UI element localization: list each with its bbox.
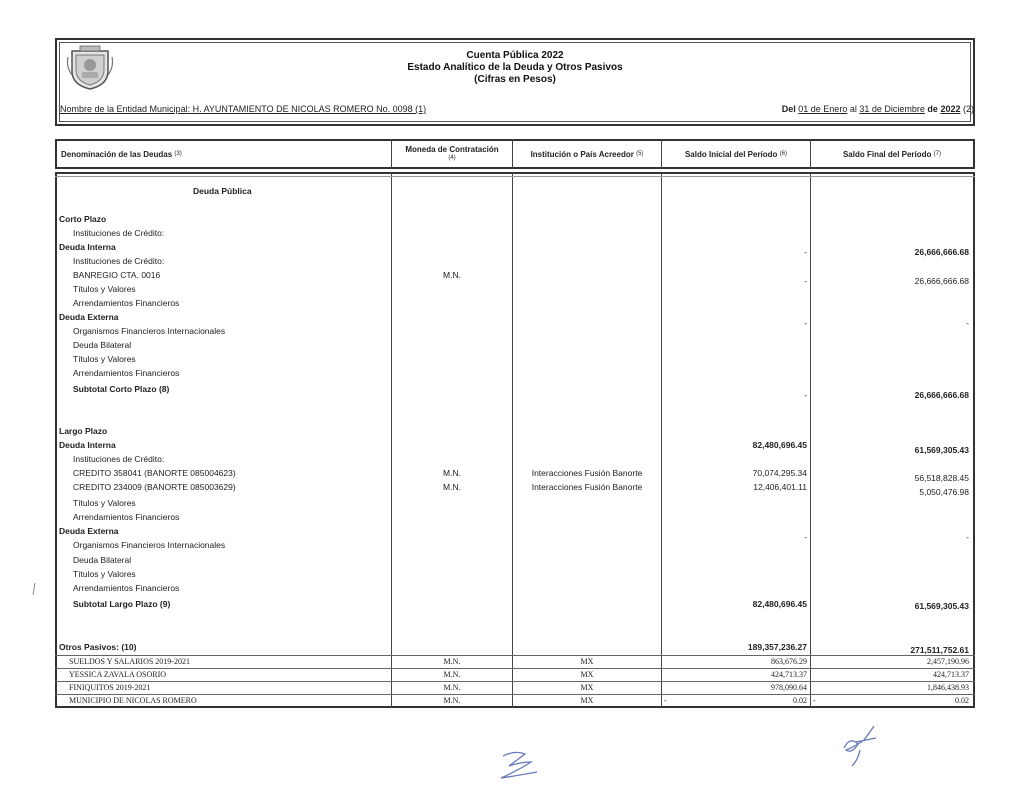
row-denominacion: SUELDOS Y SALARIOS 2019-2021 (69, 657, 190, 666)
row-denominacion: YESSICA ZAVALA OSORIO (69, 670, 167, 679)
row-denominacion: Deuda Interna (59, 440, 116, 450)
table-row (55, 184, 975, 198)
row-saldo-inicial: 424,713.37 (771, 670, 807, 679)
row-institucion: MX (580, 683, 594, 692)
row-saldo-inicial: - (804, 318, 807, 328)
row-saldo-final: 56,518,828.45 (914, 473, 969, 483)
col-ref: (3) (174, 150, 182, 157)
row-dash: - (664, 696, 667, 705)
col-ref: (4) (448, 155, 456, 161)
col-ref: (7) (933, 150, 942, 157)
row-denominacion: Deuda Externa (59, 526, 119, 536)
row-moneda: M.N. (443, 270, 461, 280)
row-denominacion: Corto Plazo (59, 214, 107, 224)
row-denominacion: Otros Pasivos: (10) (59, 642, 137, 652)
period-del: Del (781, 104, 796, 114)
row-denominacion: Títulos y Valores (73, 284, 136, 294)
table-row (55, 694, 975, 708)
entity-ref: (1) (415, 104, 427, 114)
period-de: de (927, 104, 938, 114)
table-row (55, 553, 975, 567)
col-header-institucion-label: Institución o País Acreedor (530, 149, 634, 159)
row-denominacion: Títulos y Valores (73, 354, 136, 364)
row-saldo-inicial: 12,406,401.11 (753, 482, 807, 492)
row-denominacion: Arrendamientos Financieros (73, 368, 180, 378)
table-row (55, 338, 975, 352)
row-saldo-final: 61,569,305.43 (914, 601, 969, 611)
row-denominacion: CREDITO 234009 (BANORTE 085003629) (73, 482, 236, 492)
table-row (55, 668, 975, 682)
row-institucion: MX (580, 696, 594, 705)
row-denominacion: Deuda Externa (59, 312, 119, 322)
row-saldo-inicial: 82,480,696.45 (752, 599, 807, 609)
row-denominacion: Deuda Interna (59, 242, 116, 252)
entity-line (60, 104, 426, 114)
margin-mark-icon (30, 582, 38, 596)
table-row (55, 254, 975, 268)
row-institucion: Interacciones Fusión Banorte (531, 482, 643, 492)
col-header-saldo-inicial-label: Saldo Inicial del Período (684, 149, 778, 159)
row-saldo-final: 5,050,476.98 (919, 487, 969, 497)
row-denominacion: Subtotal Largo Plazo (9) (73, 599, 171, 609)
report-title: Cuenta Pública 2022 (466, 50, 564, 61)
row-saldo-final: 2,457,190.96 (927, 657, 969, 666)
row-denominacion: Títulos y Valores (73, 569, 136, 579)
col-header-saldo-final-label: Saldo Final del Período (842, 149, 932, 159)
row-saldo-final: 61,569,305.43 (914, 445, 969, 455)
row-denominacion: Instituciones de Crédito: (73, 256, 165, 266)
row-saldo-final: - (966, 532, 969, 542)
row-institucion: MX (580, 657, 594, 666)
entity-label: Nombre de la Entidad Municipal: (60, 104, 191, 114)
section-title: Deuda Pública (193, 186, 252, 196)
row-saldo-inicial: - (804, 390, 807, 400)
row-saldo-final: - (966, 318, 969, 328)
row-saldo-inicial: 978,090.64 (771, 683, 807, 692)
col-header-denominacion-label: Denominación de las Deudas (61, 149, 173, 159)
table-row (55, 212, 975, 226)
row-moneda: M.N. (443, 482, 461, 492)
period-al: al (849, 104, 857, 114)
row-moneda: M.N. (443, 657, 461, 666)
row-denominacion: BANREGIO CTA. 0016 (73, 270, 161, 280)
row-denominacion: Organismos Financieros Internacionales (73, 326, 226, 336)
period-ref: (2) (963, 104, 974, 114)
table-row (55, 510, 975, 524)
row-denominacion: Títulos y Valores (73, 498, 136, 508)
period-to: 31 de Diciembre (859, 104, 925, 114)
row-denominacion: Largo Plazo (59, 426, 108, 436)
col-header-saldo-inicial (662, 139, 810, 169)
col-header-denominacion (57, 139, 391, 169)
row-denominacion: Deuda Bilateral (73, 555, 132, 565)
row-saldo-final: 26,666,666.68 (914, 247, 969, 257)
signature-icon (838, 720, 882, 770)
row-denominacion: FINIQUITOS 2019-2021 (69, 683, 151, 692)
table-row (55, 538, 975, 552)
period-line (782, 104, 974, 114)
row-institucion: Interacciones Fusión Banorte (531, 468, 643, 478)
table-row (55, 496, 975, 510)
row-denominacion: Deuda Bilateral (73, 340, 132, 350)
row-saldo-inicial: 189,357,236.27 (747, 642, 807, 652)
row-saldo-final: 26,666,666.68 (914, 390, 969, 400)
row-denominacion: Subtotal Corto Plazo (8) (73, 384, 170, 394)
row-moneda: M.N. (443, 670, 461, 679)
row-denominacion: MUNICIPIO DE NICOLAS ROMERO (69, 696, 197, 705)
table-row (55, 567, 975, 581)
period-from: 01 de Enero (798, 104, 848, 114)
row-denominacion: Arrendamientos Financieros (73, 583, 180, 593)
row-dash: - (813, 696, 816, 705)
table-row (55, 681, 975, 695)
row-moneda: M.N. (443, 696, 461, 705)
table-row (55, 581, 975, 595)
table-row (55, 655, 975, 669)
row-divider (55, 176, 975, 177)
entity-name: H. AYUNTAMIENTO DE NICOLAS ROMERO No. 0098 (192, 104, 413, 114)
municipal-seal-icon (64, 45, 116, 91)
col-ref: (6) (779, 150, 788, 157)
row-denominacion: Arrendamientos Financieros (73, 298, 180, 308)
row-moneda: M.N. (443, 683, 461, 692)
table-row (55, 324, 975, 338)
row-saldo-inicial: 70,074,295.34 (752, 468, 807, 478)
signature-icon (495, 748, 545, 782)
row-saldo-final: 424,713.37 (933, 670, 969, 679)
table-row (55, 366, 975, 380)
row-denominacion: Arrendamientos Financieros (73, 512, 180, 522)
row-saldo-inicial: 863,676.29 (771, 657, 807, 666)
col-header-moneda-label: Moneda de Contratación (405, 145, 499, 154)
row-saldo-inicial: - (804, 532, 807, 542)
table-row (55, 452, 975, 466)
col-ref: (5) (636, 150, 644, 157)
table-row (55, 388, 975, 402)
table-row (55, 282, 975, 296)
table-row (55, 599, 975, 613)
row-institucion: MX (580, 670, 594, 679)
table-row (55, 226, 975, 240)
row-denominacion: Organismos Financieros Internacionales (73, 540, 226, 550)
report-title-block (300, 50, 730, 86)
row-saldo-final: 1,846,438.93 (927, 683, 969, 692)
table-row (55, 352, 975, 366)
row-denominacion: CREDITO 358041 (BANORTE 085004623) (73, 468, 236, 478)
row-saldo-inicial: 0.02 (793, 696, 807, 705)
col-header-moneda (392, 139, 512, 169)
row-saldo-final: 26,666,666.68 (914, 276, 969, 286)
col-header-saldo-final (811, 139, 973, 169)
row-saldo-inicial: - (804, 247, 807, 257)
row-saldo-inicial: - (804, 276, 807, 286)
row-moneda: M.N. (443, 468, 461, 478)
period-year: 2022 (940, 104, 961, 114)
report-subtitle: Estado Analítico de la Deuda y Otros Pasivos (407, 62, 623, 73)
col-header-institucion (513, 139, 661, 169)
table-row (55, 296, 975, 310)
row-saldo-inicial: 82,480,696.45 (752, 440, 807, 450)
report-units: (Cifras en Pesos) (474, 74, 556, 85)
row-denominacion: Instituciones de Crédito: (73, 454, 165, 464)
row-saldo-final: 271,511,752.61 (910, 645, 969, 655)
row-saldo-final: 0.02 (955, 696, 969, 705)
row-denominacion: Instituciones de Crédito: (73, 228, 165, 238)
table-row (55, 424, 975, 438)
